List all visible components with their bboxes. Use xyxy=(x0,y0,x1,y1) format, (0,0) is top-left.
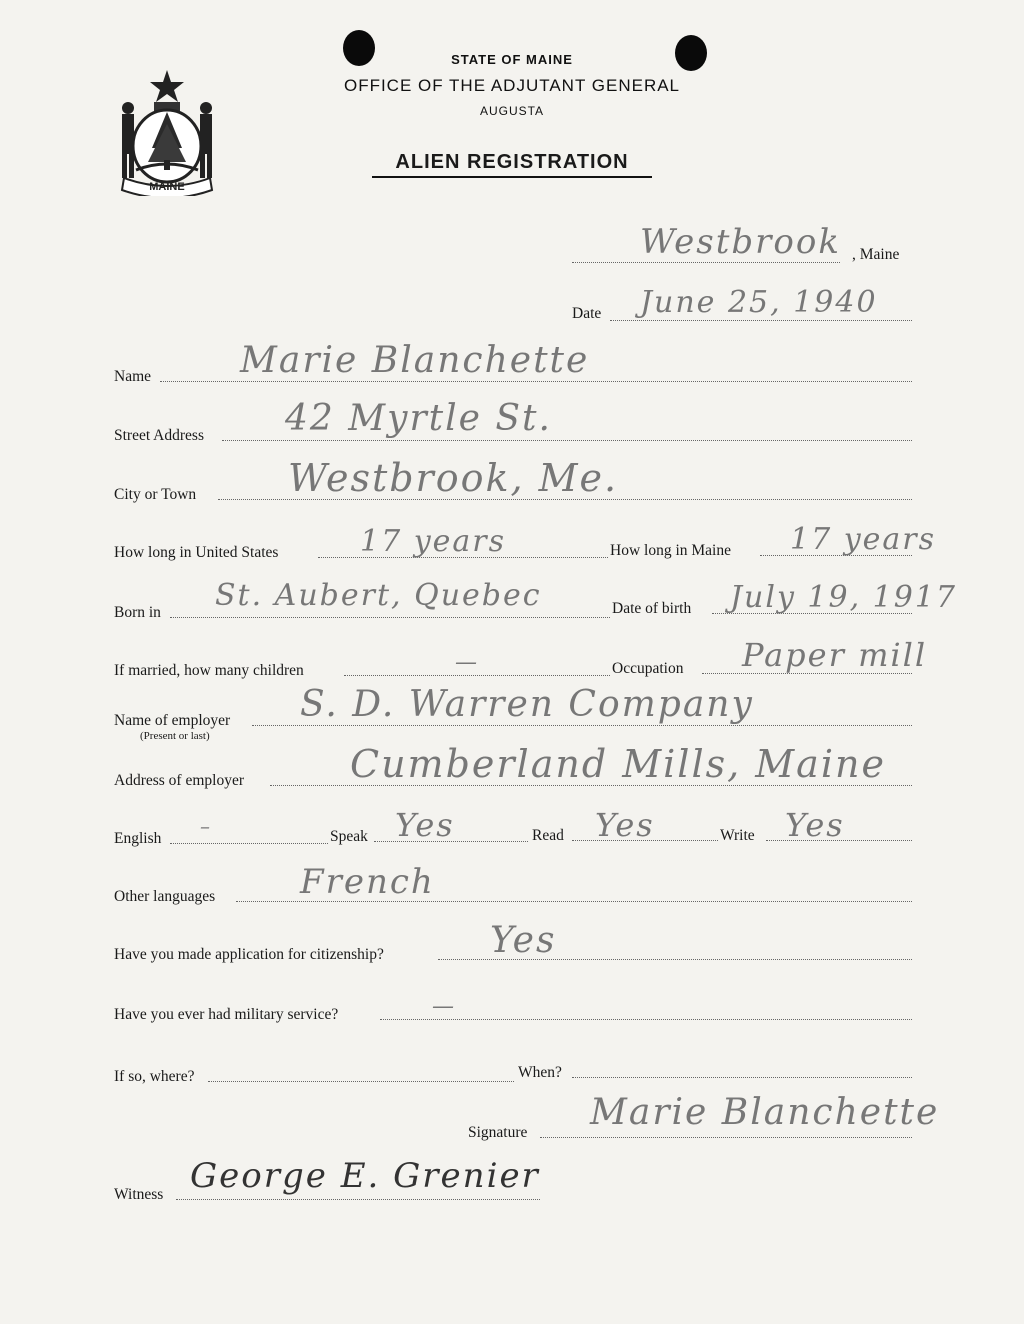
military-value: — xyxy=(432,994,456,1019)
witness-line xyxy=(176,1199,540,1200)
write-label: Write xyxy=(720,827,755,844)
citizenship-value: Yes xyxy=(490,920,557,961)
read-value: Yes xyxy=(595,806,655,844)
born-label: Born in xyxy=(114,604,161,621)
dob-label: Date of birth xyxy=(612,600,692,617)
name-value: Marie Blanchette xyxy=(240,340,590,381)
date-line xyxy=(610,320,912,321)
other-languages-label: Other languages xyxy=(114,888,216,905)
date-value: June 25, 1940 xyxy=(640,285,878,320)
signature-line xyxy=(540,1137,912,1138)
city-label: City or Town xyxy=(114,486,197,503)
city-heading: AUGUSTA xyxy=(479,104,545,118)
maine-years-label: How long in Maine xyxy=(610,542,731,559)
children-line xyxy=(344,675,610,676)
employer-address-value: Cumberland Mills, Maine xyxy=(350,742,886,786)
us-years-label: How long in United States xyxy=(114,544,279,561)
other-languages-value: French xyxy=(300,862,435,902)
when-label: When? xyxy=(518,1064,562,1081)
born-line xyxy=(170,617,610,618)
place-suffix: , Maine xyxy=(852,246,900,263)
name-line xyxy=(160,381,912,382)
employer-label: Name of employer xyxy=(114,712,231,729)
signature-value: Marie Blanchette xyxy=(590,1092,940,1133)
employer-value: S. D. Warren Company xyxy=(300,684,754,725)
military-line xyxy=(380,1019,912,1020)
read-label: Read xyxy=(532,827,564,844)
us-years-value: 17 years xyxy=(360,524,507,559)
citizenship-label: Have you made application for citizenship? xyxy=(114,946,384,963)
seal-banner-text: MAINE xyxy=(149,181,185,193)
employer-address-label: Address of employer xyxy=(114,772,244,789)
signature-label: Signature xyxy=(468,1124,528,1141)
place-line xyxy=(572,262,840,263)
english-value: – xyxy=(200,814,212,838)
state-heading: STATE OF MAINE xyxy=(451,52,573,67)
children-value: — xyxy=(455,650,479,675)
office-heading: OFFICE OF THE ADJUTANT GENERAL xyxy=(343,76,681,95)
occupation-label: Occupation xyxy=(612,660,684,677)
employer-sublabel: (Present or last) xyxy=(140,730,210,742)
city-value: Westbrook, Me. xyxy=(288,456,619,500)
children-label: If married, how many children xyxy=(114,662,304,679)
dob-value: July 19, 1917 xyxy=(730,580,958,615)
english-label: English xyxy=(114,830,162,847)
speak-label: Speak xyxy=(330,828,368,845)
street-line xyxy=(222,440,912,441)
occupation-value: Paper mill xyxy=(742,636,928,674)
where-label: If so, where? xyxy=(114,1068,195,1085)
date-label: Date xyxy=(572,305,602,322)
form-title: ALIEN REGISTRATION xyxy=(372,151,652,178)
witness-value: George E. Grenier xyxy=(190,1156,540,1196)
maine-years-value: 17 years xyxy=(790,522,937,557)
english-line xyxy=(170,843,328,844)
speak-value: Yes xyxy=(395,806,455,844)
witness-label: Witness xyxy=(114,1186,164,1203)
name-label: Name xyxy=(114,368,152,385)
military-label: Have you ever had military service? xyxy=(114,1006,339,1023)
where-line xyxy=(208,1081,514,1082)
write-value: Yes xyxy=(785,806,845,844)
born-value: St. Aubert, Quebec xyxy=(215,578,542,613)
street-label: Street Address xyxy=(114,427,204,444)
street-value: 42 Myrtle St. xyxy=(285,398,552,439)
employer-line xyxy=(252,725,912,726)
when-line xyxy=(572,1077,912,1078)
place-value: Westbrook xyxy=(640,222,841,262)
